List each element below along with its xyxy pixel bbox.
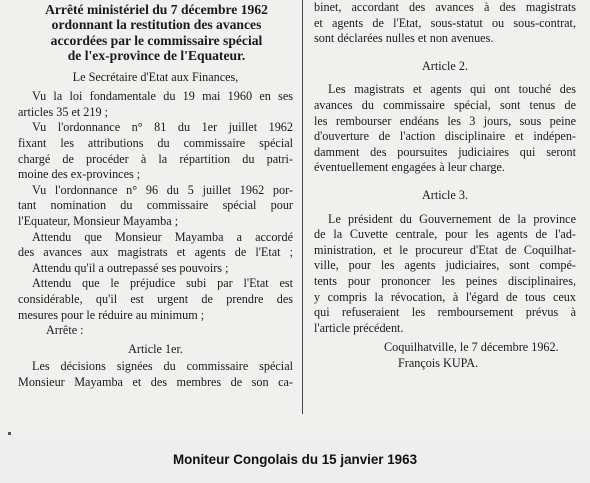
text-line: ministration, et le procureur d'Etat de Coquilhat- (314, 242, 576, 257)
place-date: Coquilhatville, le 7 décembre 1962. (384, 340, 559, 355)
text-line: Attendu que le préjudice subi par l'Etat est (32, 276, 293, 291)
text-line: Attendu qu'il a outrepassé ses pouvoirs ; (32, 260, 229, 275)
text-line: considérable, qu'il est urgent de prendre des (18, 291, 293, 306)
article-2-heading: Article 2. (421, 58, 469, 73)
text-line: avances du commissaire spécial, sont tenus de (314, 97, 576, 112)
title-line: Arrêté ministériel du 7 décembre 1962 (45, 2, 268, 17)
signer-name: François KUPA. (398, 355, 479, 370)
text-line: Le président du Gouvernement de la province (328, 211, 576, 226)
decree-title (18, 2, 293, 64)
text-line: tant nomination du commissaire spécial pour (18, 198, 293, 213)
text-line: sont déclarées nulles et non avenues. (314, 31, 494, 46)
text-line: moine des ex-provinces ; (18, 167, 141, 182)
text-line: d'ouverture de l'action disciplinaire et indépen- (314, 129, 576, 144)
signatory-heading: Le Secrétaire d'Etat aux Finances, (72, 69, 239, 84)
text-line: Vu la loi fondamentale du 19 mai 1960 en ses (32, 89, 293, 104)
text-line: et agents de l'Etat, sous-statut ou sous-contrat, (314, 15, 576, 30)
text-line: Arrête : (46, 323, 84, 338)
text-line: damment des poursuites judiciaires qui seront (314, 144, 576, 159)
text-line: l'article précédent. (314, 320, 404, 335)
text-line: y compris la révocation, à l'égard de tous ceux (314, 289, 576, 304)
text-line: Les magistrats et agents qui ont touché des (328, 82, 576, 97)
left-column (18, 0, 293, 391)
title-line: de l'ex-province de l'Equateur. (67, 48, 246, 64)
source-caption: Moniteur Congolais du 15 janvier 1963 (172, 452, 418, 467)
text-line: Monsieur Mayamba et des membres de son ca- (18, 374, 293, 389)
column-divider (302, 0, 303, 414)
text-line: chargé de procéder à la répartition du patri- (18, 151, 293, 166)
text-line: les rembourser endéans les 3 jours, sous peine (314, 113, 576, 128)
text-line: Attendu que Monsieur Mayamba a accordé (32, 229, 293, 244)
text-line: mesures pour le réduire au minimum ; (18, 307, 205, 322)
text-line: tents pour prononcer les peines disciplinaires, (314, 273, 576, 288)
text-line: fixant les attributions du commissaire spécial (18, 136, 293, 150)
text-line: Vu l'ordonnance n° 96 du 5 juillet 1962 por- (32, 182, 293, 197)
right-column (314, 0, 576, 371)
text-line: qui refuseraient les remboursement prévus à (314, 305, 576, 320)
text-line: Les décisions signées du commissaire spécial (32, 359, 293, 374)
article-1-heading: Article 1er. (128, 341, 183, 356)
scan-speck (8, 432, 11, 435)
text-line: binet, accordant des avances à des magistrats (314, 0, 576, 14)
text-line: éventuellement engagées à leur charge. (314, 160, 505, 175)
title-line: ordonnant la restitution des avances (51, 17, 262, 33)
text-line: ville, pour les agents judiciaires, sont compé- (314, 258, 576, 273)
title-line: accordées par le commissaire spécial (50, 32, 263, 48)
text-line: l'Equateur, Monsieur Mayamba ; (18, 213, 179, 228)
article-3-heading: Article 3. (421, 187, 469, 202)
text-line: articles 35 et 219 ; (18, 104, 109, 119)
text-line: Vu l'ordonnance n° 81 du 1er juillet 1962 (32, 120, 293, 135)
text-line: de la Cuvette centrale, pour les agents de l'ad- (314, 227, 576, 242)
text-line: des avances aux magistrats et agents de l'Etat ; (18, 245, 293, 260)
